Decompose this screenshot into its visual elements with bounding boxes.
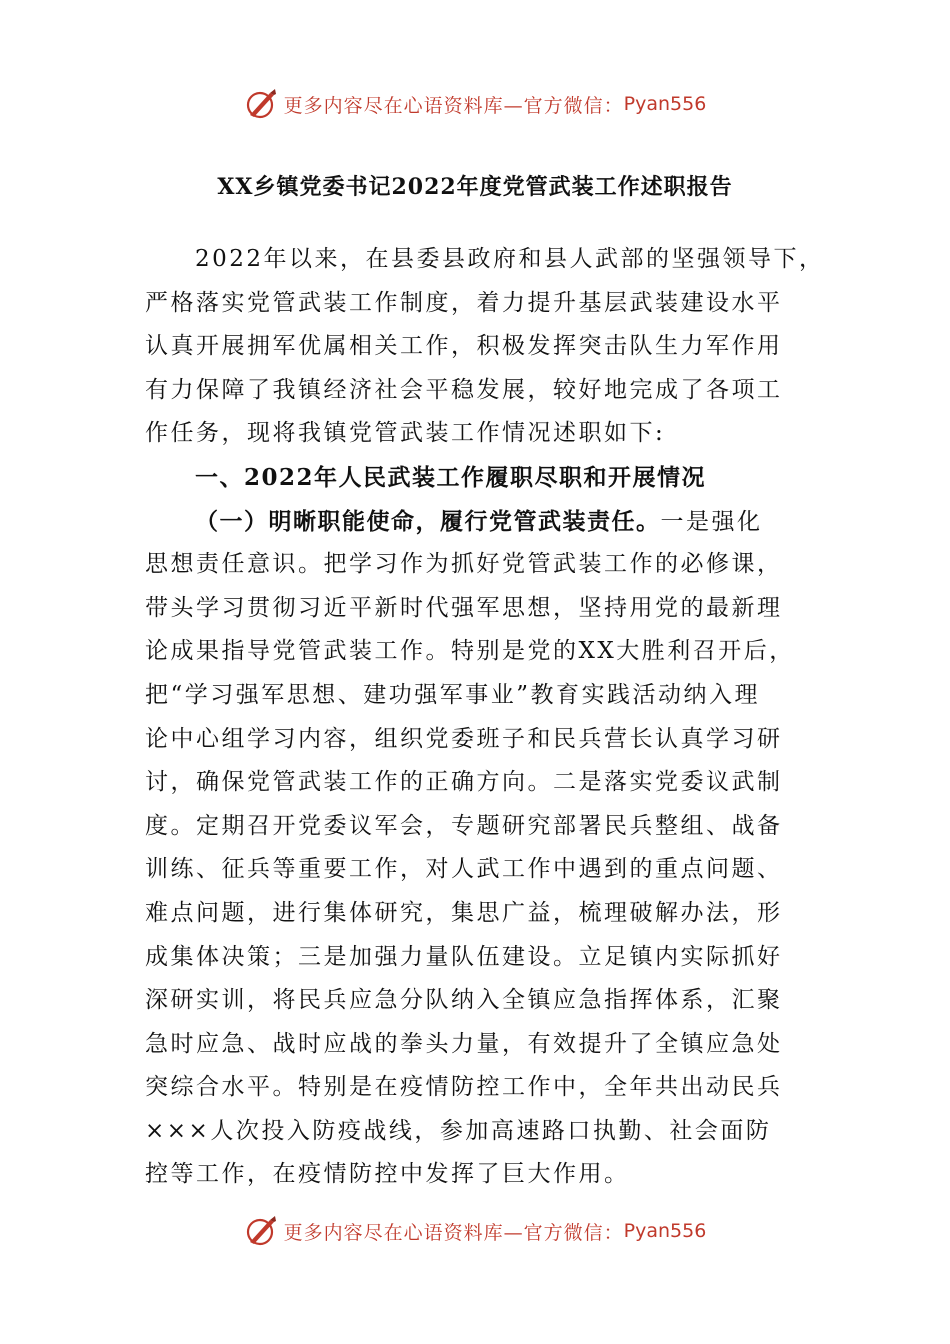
footer-watermark [0,1211,950,1251]
pen-logo-icon [244,87,278,121]
paragraph-text: 度。定期召开党委议军会，专题研究部署民兵整组、战备 [145,812,783,839]
text-line [145,325,815,369]
text-line [145,543,815,587]
pen-logo-icon [244,1214,278,1248]
document-body [145,238,825,1197]
paragraph-text: 训练、征兵等重要工作，对人武工作中遇到的重点问题、 [145,856,783,883]
text-line [145,500,815,544]
text-line [145,1153,815,1197]
text-line [145,1066,815,1110]
text-line [145,587,815,631]
paragraph-text: 有力保障了我镇经济社会平稳发展，较好地完成了各项工 [145,376,783,403]
text-line [145,979,815,1023]
text-line [145,718,815,762]
paragraph-text: 突综合水平。特别是在疫情防控工作中，全年共出动民兵 [145,1074,783,1101]
paragraph-text: 带头学习贯彻习近平新时代强军思想，坚持用党的最新理 [145,594,783,621]
header-watermark [0,84,950,124]
text-line [145,805,815,849]
text-line [145,282,815,326]
text-line [145,936,815,980]
paragraph-text: 论中心组学习内容，组织党委班子和民兵营长认真学习研 [145,725,783,752]
paragraph-text: 思想责任意识。把学习作为抓好党管武装工作的必修课， [145,551,783,578]
watermark-text: 更多内容尽在心语资料库—官方微信： [283,1221,624,1244]
text-line [145,238,825,282]
paragraph-text: 讨，确保党管武装工作的正确方向。二是落实党委议武制 [145,769,783,796]
paragraph-text: 急时应急、战时应战的拳头力量，有效提升了全镇应急处 [145,1030,783,1057]
watermark-handle: Pyan556 [623,93,707,115]
text-line [145,674,815,718]
paragraph-text: 2022年以来，在县委县政府和县人武部的坚强领导下， [195,246,825,272]
watermark-text: 更多内容尽在心语资料库—官方微信： [283,94,624,117]
text-line [145,630,815,674]
text-line [145,1023,815,1067]
text-line [145,1110,815,1154]
text-line [145,412,815,456]
paragraph-text: 深研实训，将民兵应急分队纳入全镇应急指挥体系，汇聚 [145,987,783,1014]
watermark-handle: Pyan556 [623,1220,707,1242]
paragraph-text: 作任务，现将我镇党管武装工作情况述职如下: [145,420,666,447]
text-line [145,892,815,936]
paragraph-text: ×××人次投入防疫战线，参加高速路口执勤、社会面防 [145,1117,772,1144]
paragraph-text: 成集体决策；三是加强力量队伍建设。立足镇内实际抓好 [145,943,783,970]
text-line [145,369,815,413]
heading-text: 一、2022年人民武装工作履职尽职和开展情况 [195,463,707,491]
paragraph-text: 把“学习强军思想、建功强军事业”教育实践活动纳入理 [145,681,761,708]
heading-text: （一）明晰职能使命，履行党管武装责任。 [195,507,661,535]
paragraph-text: 一是强化 [660,508,763,535]
document-title: XX乡镇党委书记2022年度党管武装工作述职报告 [217,174,733,200]
text-line [145,456,815,500]
text-line [145,761,815,805]
paragraph-text: 严格落实党管武装工作制度，着力提升基层武装建设水平 [145,289,783,316]
text-line [145,848,815,892]
paragraph-text: 论成果指导党管武装工作。特别是党的XX大胜利召开后， [145,638,795,665]
paragraph-text: 认真开展拥军优属相关工作，积极发挥突击队生力军作用 [145,333,783,360]
paragraph-text: 难点问题，进行集体研究，集思广益，梳理破解办法，形 [145,899,783,926]
paragraph-text: 控等工作，在疫情防控中发挥了巨大作用。 [145,1161,630,1188]
